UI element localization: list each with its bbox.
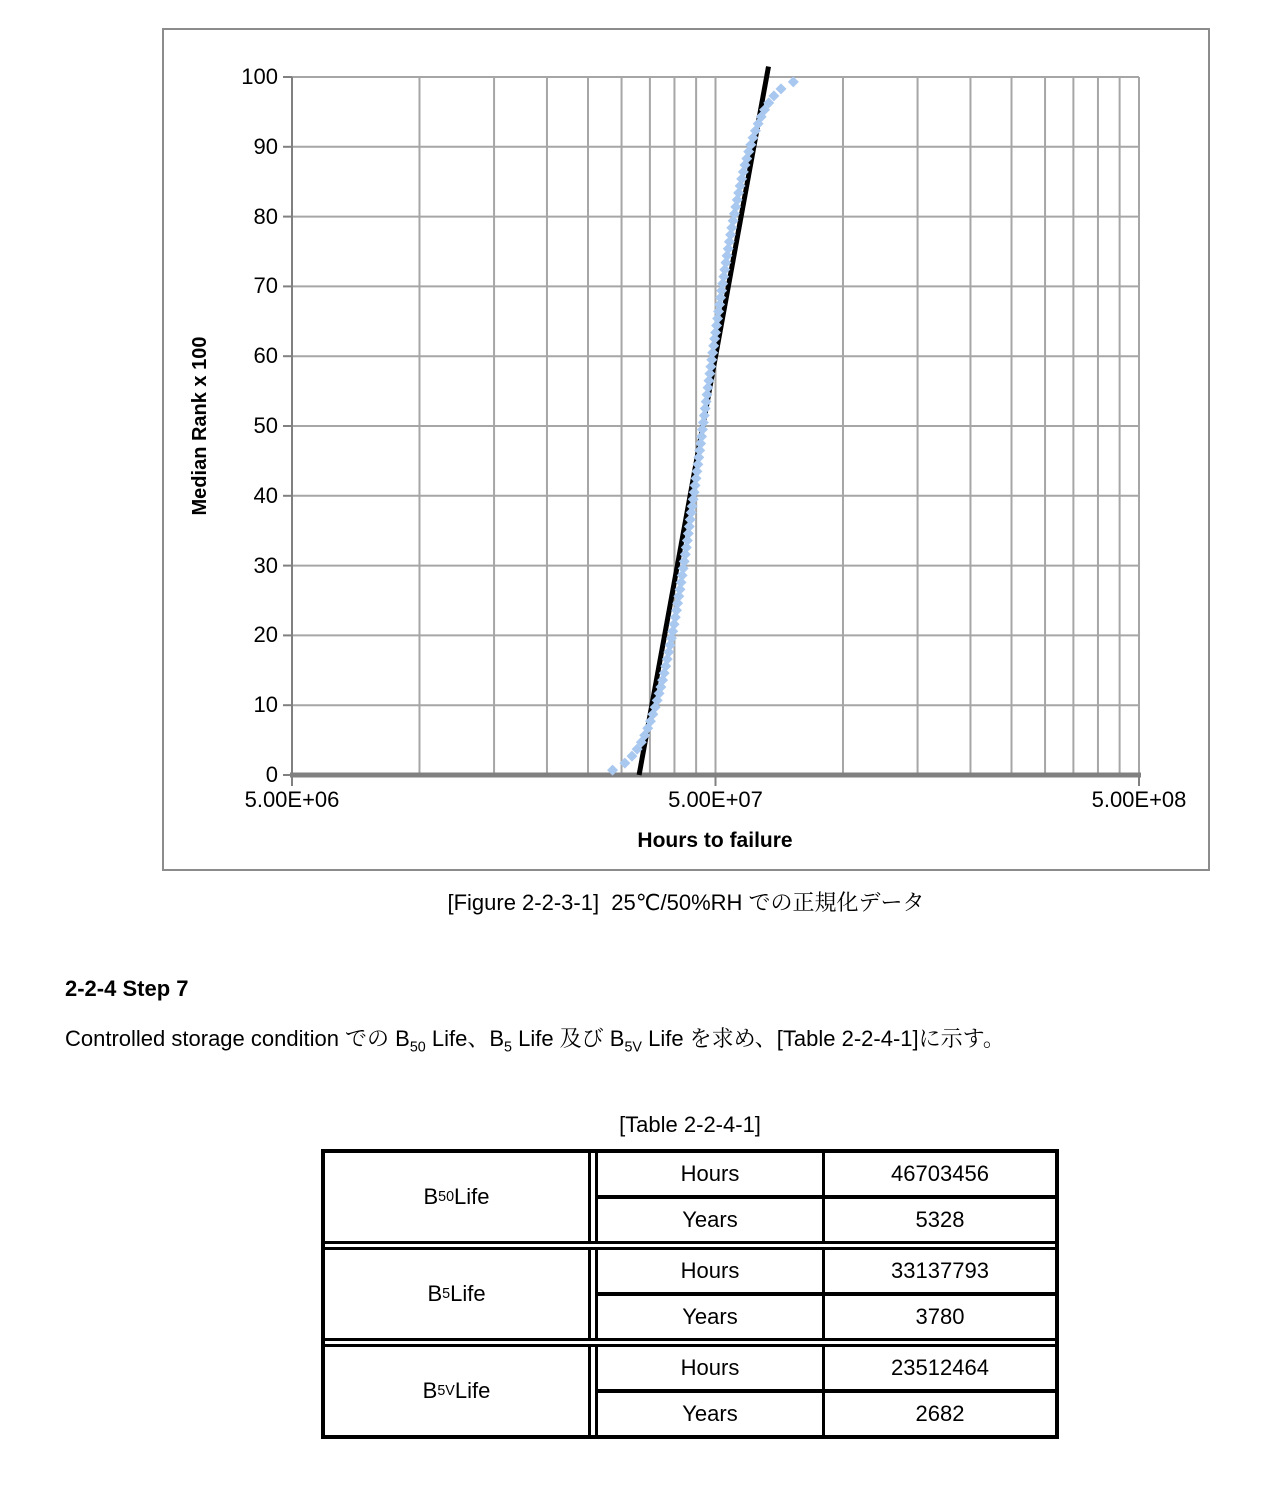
unit-cell: Hours	[598, 1250, 825, 1292]
value-cell: 46703456	[891, 1161, 989, 1186]
y-tick-label: 40	[253, 482, 278, 508]
paragraph: Controlled storage condition での $B_{50}$ Life、$B_5$ Life 及び $B_{5V}$ Life を求め、[Table 2-2-4-1]に示す。	[65, 1026, 1005, 1056]
y-axis-title: Median Rank x 100	[189, 336, 211, 516]
double-line-divider	[588, 1250, 598, 1338]
value-cell: 23512464	[891, 1355, 989, 1380]
y-tick-label: 50	[253, 413, 278, 438]
gridlines-group	[292, 77, 1139, 775]
life-table-group	[325, 1338, 1055, 1435]
unit-cell: Years	[598, 1296, 825, 1338]
value-cell: 2682	[915, 1401, 965, 1426]
chart-plot	[164, 30, 1208, 869]
unit-cell: Hours	[598, 1153, 825, 1195]
y-tick-label: 0	[265, 762, 278, 787]
life-table-group	[325, 1153, 1055, 1241]
y-tick-label: 80	[253, 203, 278, 229]
x-tick-label: 5.00E+07	[668, 787, 763, 812]
y-tick-label: 70	[253, 273, 278, 299]
x-tick-label: 5.00E+08	[1091, 787, 1187, 812]
value-cell: 5328	[915, 1207, 965, 1232]
value-cell: 3780	[915, 1304, 965, 1329]
table-row	[598, 1250, 1055, 1292]
value-cell: 33137793	[891, 1258, 989, 1283]
unit-cell: Hours	[598, 1347, 825, 1389]
y-tick-label: 30	[253, 552, 278, 578]
table-row	[598, 1153, 1055, 1195]
x-axis	[290, 775, 1141, 786]
life-table	[321, 1149, 1059, 1439]
life-label: B 50 Life	[423, 1184, 490, 1209]
life-label: B 5V Life	[422, 1378, 491, 1403]
table-row	[598, 1389, 1055, 1435]
table-row	[598, 1347, 1055, 1389]
x-tick-label: 5.00E+06	[244, 787, 340, 812]
double-line-divider	[588, 1153, 598, 1241]
y-tick-label: 90	[253, 133, 278, 159]
double-line-divider	[588, 1347, 598, 1435]
table-row	[598, 1195, 1055, 1241]
y-tick-label: 60	[253, 343, 278, 369]
section-heading: 2-2-4 Step 7	[65, 976, 189, 1001]
y-tick-label: 10	[253, 692, 278, 718]
unit-cell: Years	[598, 1199, 825, 1241]
x-axis-title: Hours to failure	[637, 829, 793, 852]
y-axis	[283, 77, 292, 777]
unit-cell: Years	[598, 1393, 825, 1435]
figure-box	[162, 28, 1210, 871]
y-tick-label: 20	[253, 622, 278, 648]
life-table-group	[325, 1241, 1055, 1338]
table-title: [Table 2-2-4-1]	[619, 1112, 761, 1137]
y-tick-label: 100	[241, 64, 278, 89]
table-row	[598, 1292, 1055, 1338]
figure-caption: [Figure 2-2-3-1] 25℃/50%RH での正規化データ	[447, 890, 925, 915]
life-label: B 5 Life	[427, 1281, 486, 1306]
